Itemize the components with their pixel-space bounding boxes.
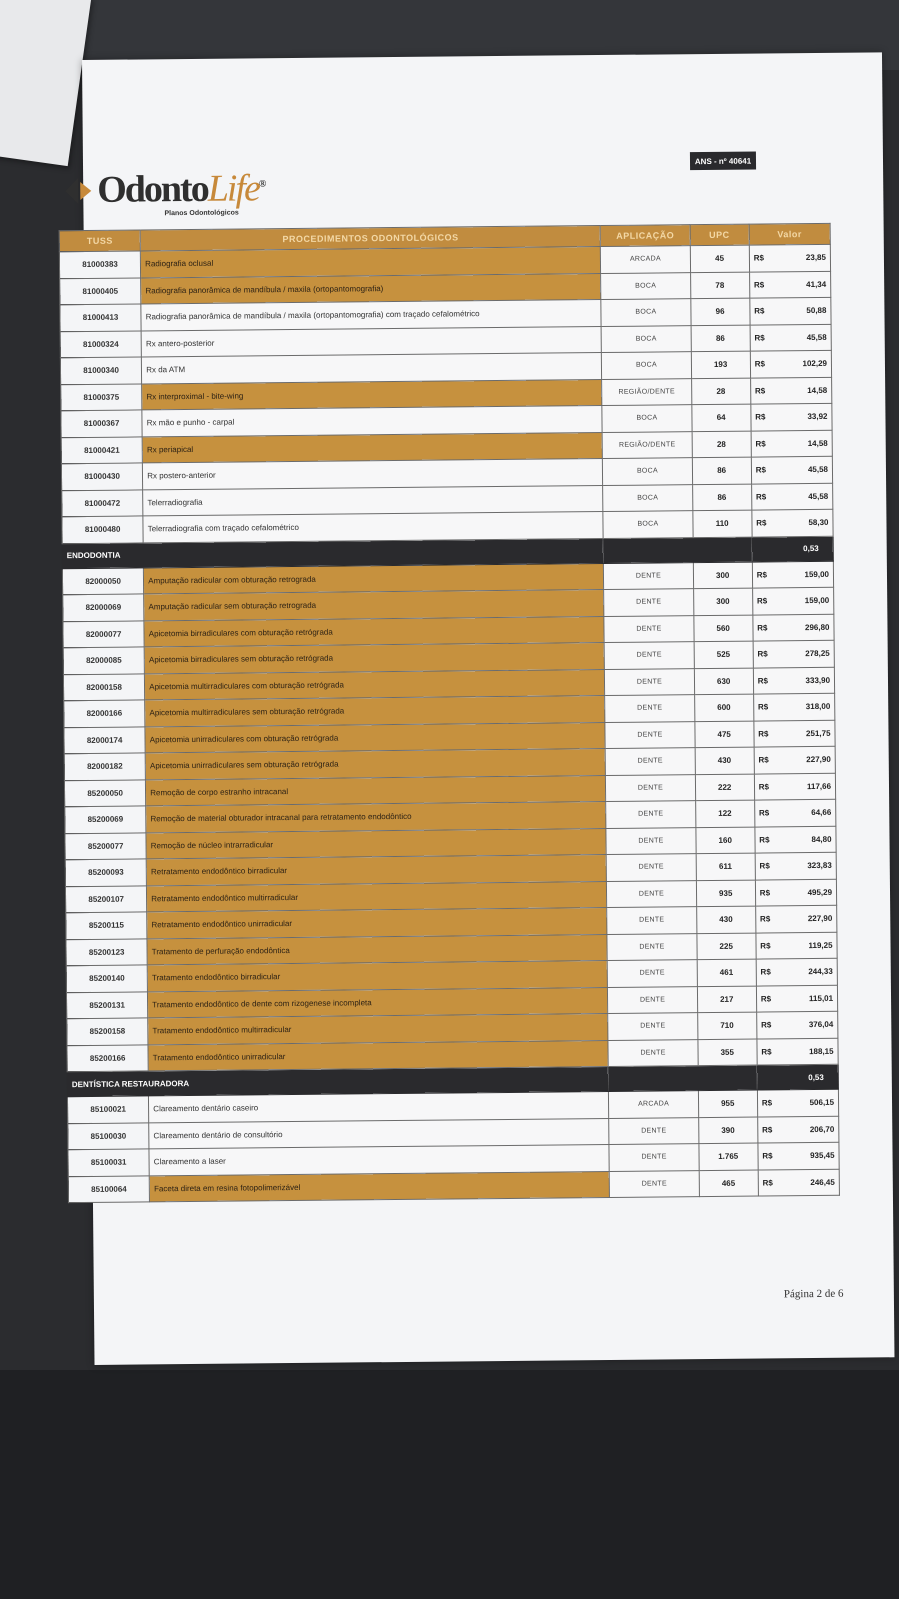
- header-value: Valor: [749, 223, 830, 245]
- upc-value: 193: [691, 351, 750, 378]
- upc-value: 96: [690, 298, 749, 325]
- price-cell: [753, 693, 835, 720]
- price-cell: [756, 1011, 838, 1038]
- price-cell: [758, 1169, 840, 1196]
- application: BOCA: [602, 352, 691, 379]
- price-amount: 64,66: [811, 808, 832, 818]
- tuss-code: 85200158: [67, 1018, 148, 1045]
- price-amount: 935,45: [810, 1151, 835, 1161]
- price-amount: 244,33: [808, 967, 833, 977]
- price-cell: [755, 826, 837, 853]
- tuss-code: 82000182: [64, 753, 145, 780]
- upc-value: 525: [694, 641, 753, 668]
- upc-value: 300: [693, 562, 752, 589]
- upc-value: 217: [697, 986, 756, 1013]
- currency-label: R$: [757, 649, 768, 659]
- price-amount: 278,25: [805, 649, 830, 659]
- upc-value: 110: [692, 510, 751, 537]
- application: DENTE: [606, 774, 695, 801]
- document-page: [66, 52, 894, 1365]
- price-amount: 33,92: [807, 412, 828, 422]
- section-gap: [604, 537, 753, 563]
- upc-value: 225: [697, 933, 756, 960]
- procedure-name: Retratamento endodôntico birradicular: [146, 855, 606, 886]
- application: DENTE: [610, 1170, 699, 1197]
- upc-value: 465: [699, 1170, 758, 1197]
- header-tuss: TUSS: [59, 230, 140, 252]
- upc-value: 86: [691, 325, 750, 352]
- price-cell: [756, 958, 838, 985]
- currency-label: R$: [759, 861, 770, 871]
- price-amount: 41,34: [806, 279, 827, 289]
- currency-label: R$: [760, 994, 772, 1004]
- tuss-code: 85100021: [67, 1096, 148, 1123]
- procedure-name: Rx da ATM: [142, 353, 602, 384]
- currency-label: R$: [759, 835, 770, 845]
- upc-value: 390: [698, 1117, 757, 1144]
- upc-value: 461: [697, 959, 756, 986]
- application: DENTE: [604, 589, 693, 616]
- tuss-code: 81000383: [59, 251, 140, 278]
- tuss-code: 81000480: [62, 516, 143, 543]
- procedure-name: Radiografia oclusal: [141, 247, 601, 278]
- price-cell: [751, 483, 833, 510]
- price-amount: 50,88: [806, 306, 827, 316]
- procedure-name: Tratamento endodôntico de dente com rizogenese incompleta: [148, 987, 608, 1018]
- price-amount: 102,29: [802, 359, 827, 369]
- price-amount: 45,58: [808, 491, 829, 501]
- procedure-name: Apicetomia unirradiculares com obturação retrógrada: [145, 722, 605, 753]
- application: DENTE: [606, 827, 695, 854]
- price-cell: [752, 509, 834, 536]
- previous-page-edge: [0, 0, 91, 166]
- currency-label: R$: [760, 967, 771, 977]
- application: DENTE: [605, 721, 694, 748]
- procedure-name: Faceta direta em resina fotopolimerizável: [149, 1171, 609, 1202]
- application: DENTE: [605, 668, 694, 695]
- price-cell: [757, 1038, 839, 1065]
- price-amount: 119,25: [808, 940, 833, 950]
- application: DENTE: [607, 880, 696, 907]
- currency-label: R$: [758, 808, 770, 818]
- price-cell: [753, 614, 835, 641]
- procedure-name: Apicetomia multirradiculares sem obturação retrógrada: [145, 696, 605, 727]
- tuss-code: 85100030: [68, 1122, 149, 1149]
- upc-value: 300: [693, 588, 752, 615]
- price-amount: 45,58: [806, 332, 827, 342]
- tuss-code: 81000405: [60, 277, 141, 304]
- currency-label: R$: [757, 702, 769, 712]
- tuss-code: 85200115: [66, 912, 147, 939]
- upc-value: 78: [690, 272, 749, 299]
- tuss-code: 85200166: [67, 1044, 148, 1071]
- currency-label: R$: [758, 729, 769, 739]
- price-cell: [755, 905, 837, 932]
- upc-value: 611: [696, 853, 755, 880]
- logo-wordmark: OdontoLife®: [97, 167, 265, 211]
- currency-label: R$: [754, 359, 765, 369]
- ans-badge: ANS - nº 40641: [690, 152, 756, 171]
- price-amount: 84,80: [811, 834, 832, 844]
- price-cell: [754, 799, 836, 826]
- tuss-code: 85200123: [66, 938, 147, 965]
- tuss-code: 85200077: [65, 832, 146, 859]
- section-title: DENTÍSTICA RESTAURADORA: [67, 1066, 609, 1096]
- upc-value: 430: [695, 747, 754, 774]
- currency-label: R$: [755, 439, 766, 449]
- upc-value: 86: [692, 457, 751, 484]
- procedures-table: [59, 223, 840, 1203]
- currency-label: R$: [757, 676, 769, 686]
- price-cell: [751, 403, 833, 430]
- currency-label: R$: [756, 570, 767, 580]
- procedure-name: Remoção de material obturador intracanal para retratamento endodôntico: [146, 802, 606, 833]
- application: DENTE: [605, 642, 694, 669]
- page-number: Página 2 de 6: [783, 1287, 844, 1301]
- application: BOCA: [603, 511, 692, 538]
- procedure-name: Clareamento dentário de consultório: [149, 1118, 609, 1149]
- price-cell: [757, 1089, 839, 1116]
- application: BOCA: [601, 299, 690, 326]
- application: DENTE: [608, 986, 697, 1013]
- header-application: APLICAÇÃO: [601, 225, 690, 247]
- section-factor: 0,53: [757, 1064, 838, 1090]
- upc-value: 475: [694, 721, 753, 748]
- price-cell: [753, 667, 835, 694]
- price-amount: 115,01: [808, 993, 834, 1003]
- price-cell: [757, 1116, 839, 1143]
- upc-value: 935: [696, 880, 755, 907]
- application: DENTE: [604, 562, 693, 589]
- procedure-name: Remoção de núcleo intrarradicular: [146, 828, 606, 859]
- tuss-code: 82000174: [64, 726, 145, 753]
- tuss-code: 81000367: [61, 410, 142, 437]
- currency-label: R$: [757, 623, 768, 633]
- procedure-name: Tratamento de perfuração endodôntica: [147, 934, 607, 965]
- upc-value: 630: [694, 668, 753, 695]
- price-amount: 45,58: [807, 465, 829, 475]
- upc-value: 122: [695, 800, 754, 827]
- tuss-code: 85200107: [65, 885, 146, 912]
- section-title: ENDODONTIA: [62, 538, 604, 568]
- price-cell: [751, 456, 833, 483]
- tuss-code: 85100064: [68, 1175, 149, 1202]
- price-cell: [750, 297, 832, 324]
- application: BOCA: [601, 272, 690, 299]
- application: DENTE: [607, 854, 696, 881]
- price-amount: 23,85: [805, 253, 826, 263]
- procedure-name: Rx mão e punho - carpal: [142, 406, 602, 437]
- tuss-code: 82000085: [63, 647, 144, 674]
- upc-value: 710: [697, 1012, 756, 1039]
- tuss-code: 82000077: [63, 620, 144, 647]
- procedure-name: Amputação radicular sem obturação retrograda: [144, 590, 604, 621]
- currency-label: R$: [753, 280, 765, 290]
- price-cell: [752, 561, 834, 588]
- price-amount: 14,58: [807, 385, 828, 395]
- procedure-name: Radiografia panorâmica de mandíbula / maxila (ortopantomografia): [141, 273, 601, 304]
- upc-value: 600: [694, 694, 753, 721]
- price-cell: [754, 773, 836, 800]
- price-cell: [755, 879, 837, 906]
- price-amount: 506,15: [809, 1098, 835, 1108]
- currency-label: R$: [760, 941, 771, 951]
- price-amount: 58,30: [808, 518, 829, 528]
- application: DENTE: [606, 748, 695, 775]
- tuss-code: 82000069: [63, 594, 144, 621]
- price-cell: [753, 640, 835, 667]
- header-procedures: PROCEDIMENTOS ODONTOLÓGICOS: [140, 226, 600, 251]
- section-gap: [609, 1065, 758, 1091]
- tuss-code: 85200050: [64, 779, 145, 806]
- upc-value: 955: [698, 1090, 757, 1117]
- upc-value: 222: [695, 774, 754, 801]
- application: DENTE: [607, 933, 696, 960]
- price-amount: 206,70: [809, 1124, 835, 1134]
- application: DENTE: [609, 1117, 698, 1144]
- procedure-name: Apicetomia unirradiculares sem obturação retrógrada: [145, 749, 605, 780]
- procedure-name: Retratamento endodôntico unirradicular: [147, 907, 607, 938]
- tuss-code: 82000158: [63, 673, 144, 700]
- upc-value: 160: [696, 827, 755, 854]
- application: DENTE: [607, 907, 696, 934]
- price-amount: 159,00: [804, 596, 830, 606]
- price-amount: 323,83: [807, 861, 832, 871]
- price-amount: 318,00: [805, 702, 831, 712]
- price-cell: [756, 932, 838, 959]
- currency-label: R$: [758, 755, 769, 765]
- price-cell: [749, 271, 831, 298]
- application: ARCADA: [601, 246, 690, 273]
- tuss-code: 85200069: [65, 806, 146, 833]
- price-cell: [758, 1142, 840, 1169]
- currency-label: R$: [759, 914, 771, 924]
- upc-value: 86: [692, 484, 751, 511]
- upc-value: 355: [698, 1039, 757, 1066]
- procedure-name: Apicetomia multirradiculares com obturação retrógrada: [145, 669, 605, 700]
- currency-label: R$: [762, 1151, 773, 1161]
- price-amount: 14,58: [807, 438, 828, 448]
- tuss-code: 81000340: [60, 357, 141, 384]
- procedure-name: Clareamento dentário caseiro: [149, 1091, 609, 1122]
- price-amount: 333,90: [805, 675, 831, 685]
- price-amount: 495,29: [807, 887, 833, 897]
- section-factor: 0,53: [752, 536, 833, 562]
- price-cell: [755, 852, 837, 879]
- tuss-code: 81000375: [61, 383, 142, 410]
- currency-label: R$: [762, 1178, 773, 1188]
- price-cell: [750, 324, 832, 351]
- application: BOCA: [603, 458, 692, 485]
- application: DENTE: [608, 1039, 697, 1066]
- price-amount: 376,04: [808, 1020, 834, 1030]
- tuss-code: 85100031: [68, 1149, 149, 1176]
- tuss-code: 85200131: [66, 991, 147, 1018]
- currency-label: R$: [761, 1098, 773, 1108]
- application: BOCA: [603, 484, 692, 511]
- procedure-name: Amputação radicular com obturação retrograda: [144, 563, 604, 594]
- price-cell: [751, 430, 833, 457]
- tuss-code: 82000166: [64, 700, 145, 727]
- application: DENTE: [608, 1013, 697, 1040]
- tuss-code: 81000430: [61, 463, 142, 490]
- procedure-name: Telerradiografia: [143, 485, 603, 516]
- application: ARCADA: [609, 1091, 698, 1118]
- procedure-name: Rx postero-anterior: [143, 459, 603, 490]
- procedure-name: Apicetomia birradiculares com obturação retrógrada: [144, 616, 604, 647]
- application: DENTE: [606, 801, 695, 828]
- procedure-name: Tratamento endodôntico unirradicular: [148, 1040, 608, 1071]
- price-cell: [754, 720, 836, 747]
- application: DENTE: [609, 1144, 698, 1171]
- upc-value: 64: [691, 404, 750, 431]
- currency-label: R$: [761, 1020, 772, 1030]
- price-amount: 159,00: [804, 569, 830, 579]
- header-upc: UPC: [690, 224, 749, 246]
- procedure-name: Apicetomia birradiculares sem obturação retrógrada: [144, 643, 604, 674]
- application: BOCA: [601, 325, 690, 352]
- application: DENTE: [604, 615, 693, 642]
- price-cell: [750, 350, 832, 377]
- price-cell: [756, 985, 838, 1012]
- price-amount: 117,66: [806, 781, 832, 791]
- currency-label: R$: [755, 492, 767, 502]
- upc-value: 560: [693, 615, 752, 642]
- currency-label: R$: [754, 333, 765, 343]
- tuss-code: 81000472: [62, 489, 143, 516]
- currency-label: R$: [756, 518, 767, 528]
- application: DENTE: [605, 695, 694, 722]
- upc-value: 1.765: [699, 1143, 758, 1170]
- currency-label: R$: [756, 596, 768, 606]
- procedure-name: Rx periapical: [142, 432, 602, 463]
- tuss-code: 85200140: [66, 965, 147, 992]
- currency-label: R$: [754, 306, 765, 316]
- procedure-name: Tratamento endodôntico multirradicular: [148, 1013, 608, 1044]
- application: DENTE: [608, 960, 697, 987]
- price-amount: 188,15: [809, 1046, 834, 1056]
- procedure-name: Radiografia panorâmica de mandíbula / maxila (ortopantomografia) com traçado cefalométrico: [141, 300, 601, 331]
- price-amount: 251,75: [805, 728, 831, 738]
- logo-subtitle: Planos Odontológicos: [164, 209, 239, 218]
- table-body: [59, 244, 839, 1202]
- application: REGIÃO/DENTE: [602, 431, 691, 458]
- upc-value: 28: [691, 378, 750, 405]
- currency-label: R$: [755, 465, 766, 475]
- procedure-name: Remoção de corpo estranho intracanal: [146, 775, 606, 806]
- tuss-code: 81000421: [61, 436, 142, 463]
- price-cell: [750, 377, 832, 404]
- procedure-name: Rx interproximal - bite-wing: [142, 379, 602, 410]
- upc-value: 430: [696, 906, 755, 933]
- procedure-name: Tratamento endodôntico birradicular: [147, 960, 607, 991]
- price-cell: [752, 587, 834, 614]
- currency-label: R$: [758, 782, 770, 792]
- price-amount: 227,90: [807, 914, 833, 924]
- background-bottom: [0, 1370, 899, 1599]
- tuss-code: 81000324: [60, 330, 141, 357]
- price-cell: [754, 746, 836, 773]
- application: BOCA: [602, 405, 691, 432]
- price-amount: 296,80: [804, 622, 830, 632]
- currency-label: R$: [753, 253, 764, 263]
- upc-value: 45: [690, 245, 749, 272]
- price-amount: 227,90: [806, 755, 831, 765]
- procedure-name: Clareamento a laser: [149, 1144, 609, 1175]
- odontolife-logo: [61, 166, 291, 218]
- price-cell: [749, 244, 831, 271]
- upc-value: 28: [692, 431, 751, 458]
- application: REGIÃO/DENTE: [602, 378, 691, 405]
- tuss-code: 82000050: [62, 567, 143, 594]
- procedure-name: Retratamento endodôntico multirradicular: [147, 881, 607, 912]
- price-amount: 246,45: [810, 1177, 835, 1187]
- tuss-code: 81000413: [60, 304, 141, 331]
- procedure-name: Telerradiografia com traçado cefalométrico: [143, 512, 603, 543]
- currency-label: R$: [761, 1047, 772, 1057]
- currency-label: R$: [755, 412, 766, 422]
- procedure-name: Rx antero-posterior: [141, 326, 601, 357]
- currency-label: R$: [759, 888, 771, 898]
- tooth-logo-icon: [61, 176, 95, 206]
- currency-label: R$: [754, 386, 766, 396]
- currency-label: R$: [762, 1125, 773, 1135]
- tuss-code: 85200093: [65, 859, 146, 886]
